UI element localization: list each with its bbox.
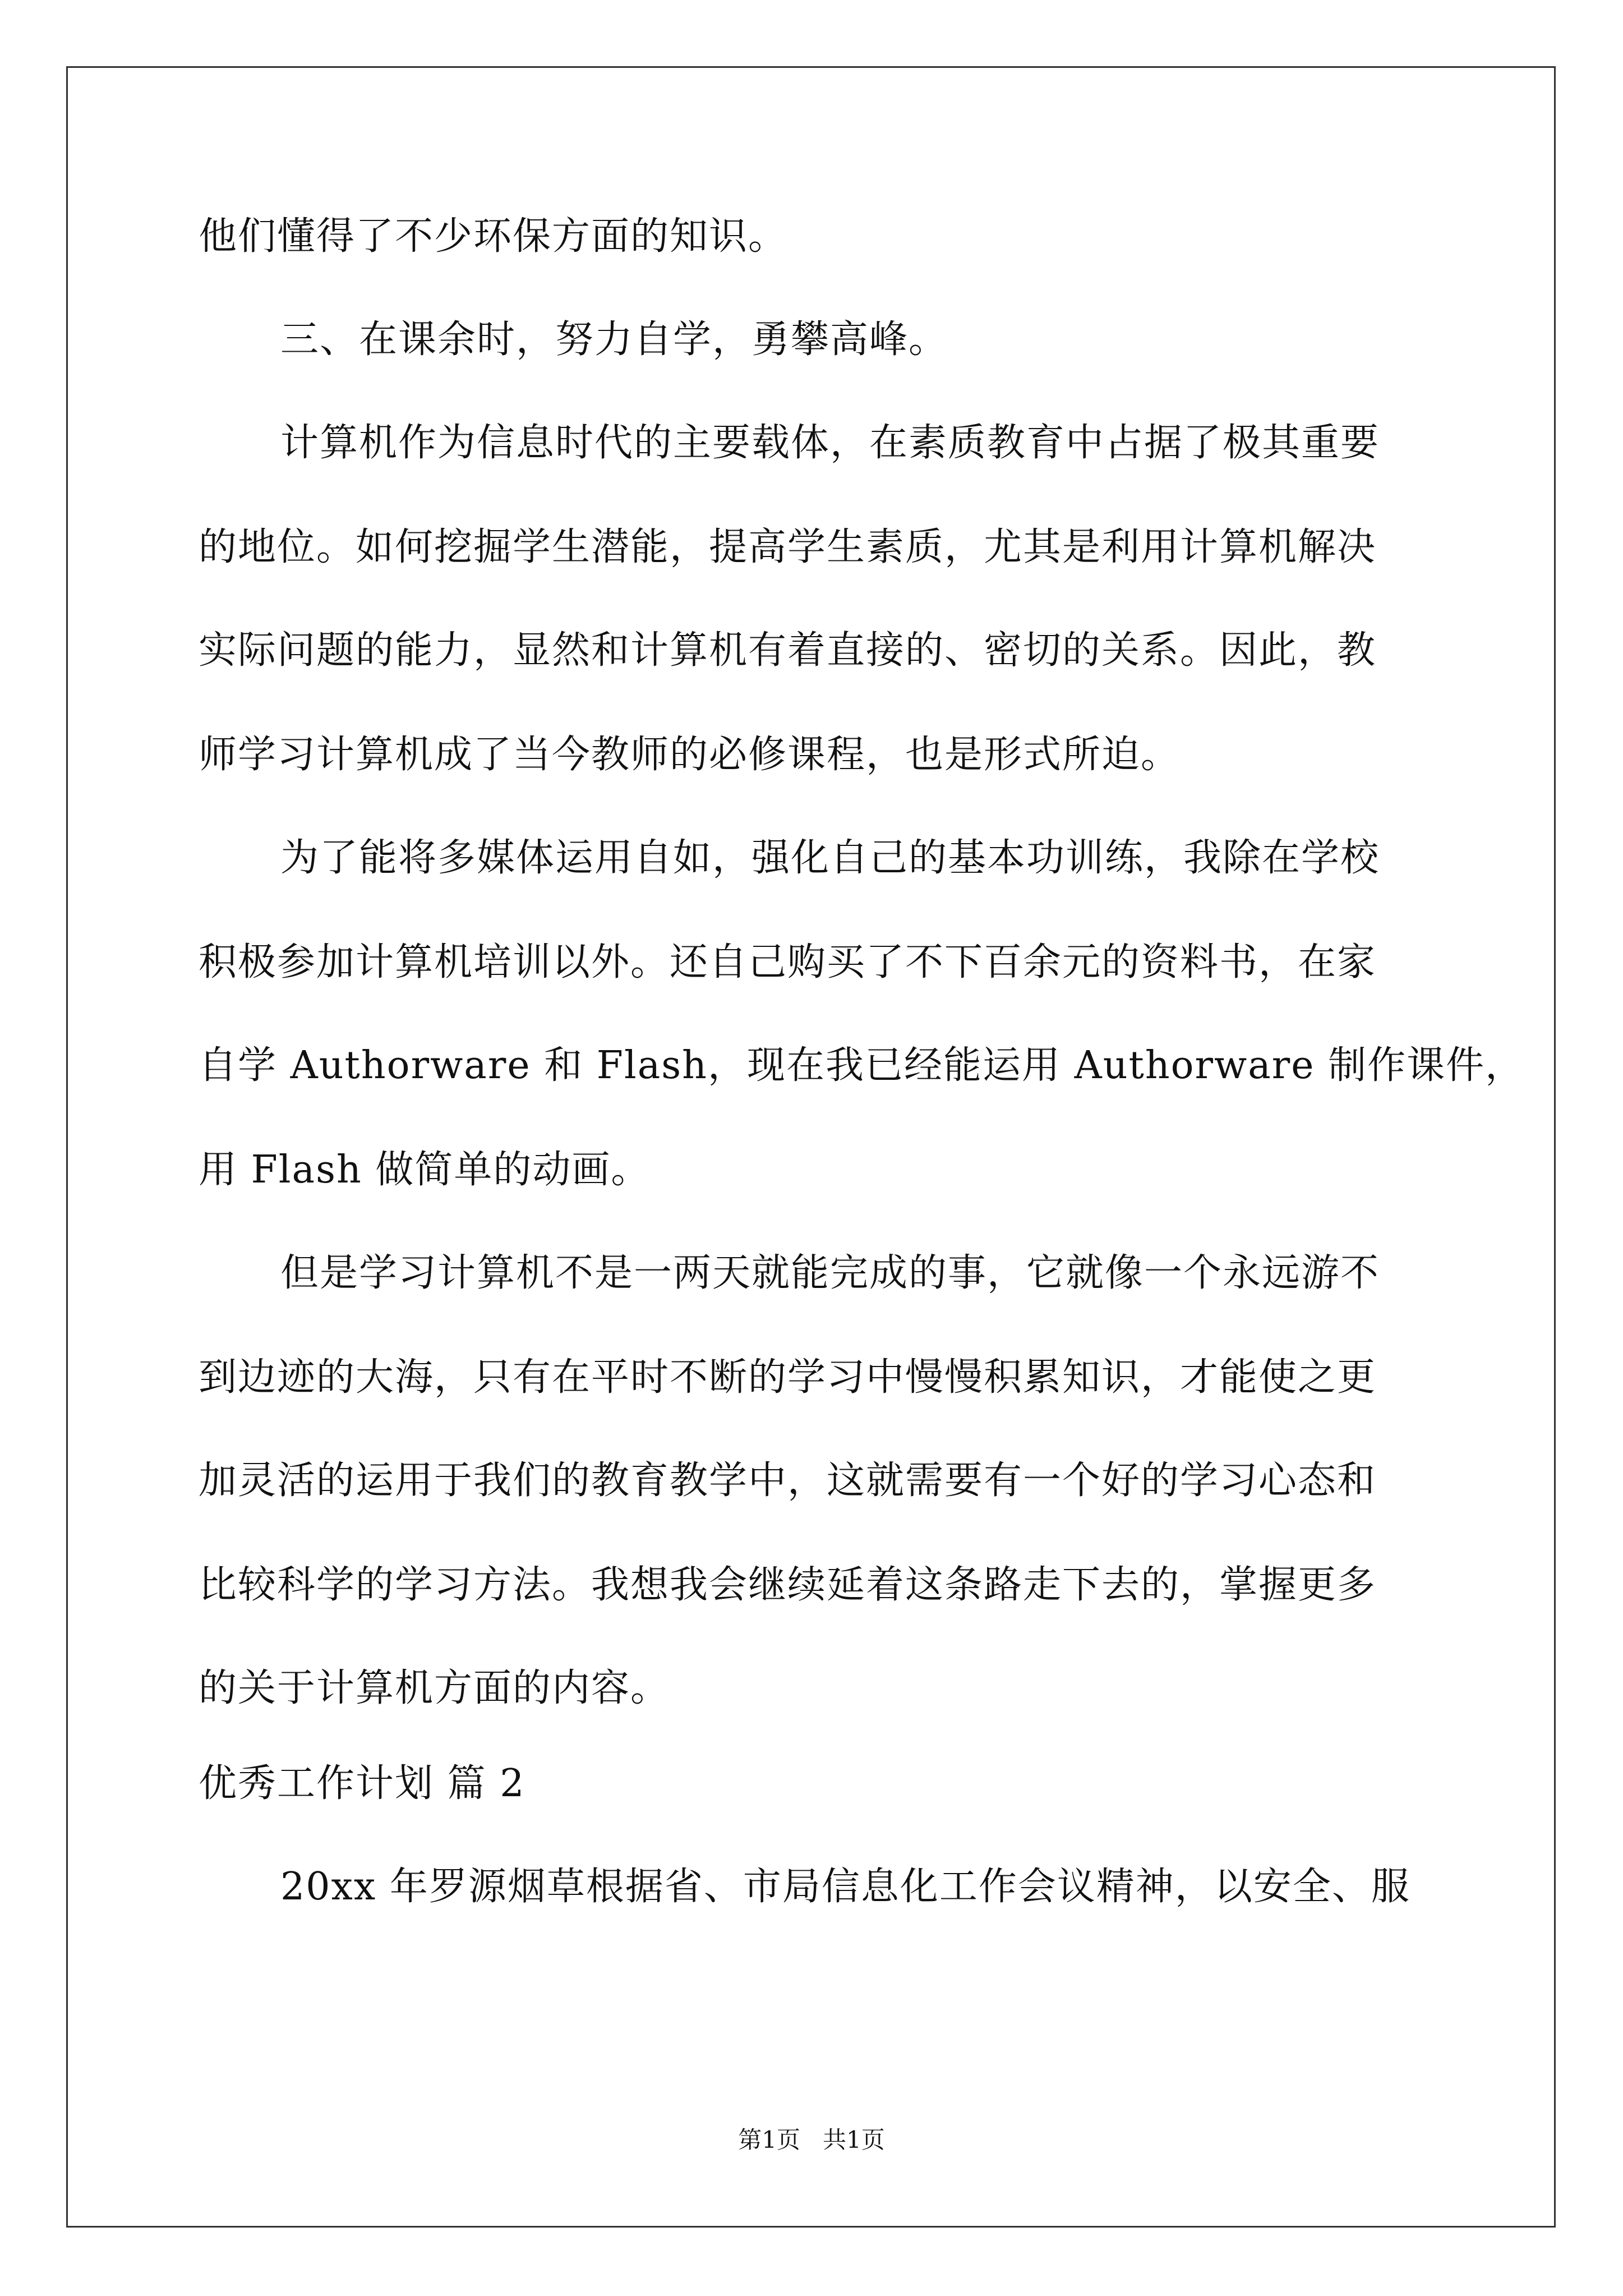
paragraph-line: 实际问题的能力，显然和计算机有着直接的、密切的关系。因此，教 [199,628,1377,673]
paragraph-line: 到边迹的大海，只有在平时不断的学习中慢慢积累知识，才能使之更 [199,1355,1377,1400]
paragraph-line: 师学习计算机成了当今教师的必修课程，也是形式所迫。 [199,733,1181,777]
paragraph-line: 的地位。如何挖掘学生潜能，提高学生素质，尤其是利用计算机解决 [199,525,1377,569]
paragraph-line: 的关于计算机方面的内容。 [199,1666,670,1710]
section-heading: 三、在课余时，努力自学，勇攀高峰。 [280,318,948,362]
section-title: 优秀工作计划 篇 2 [199,1761,525,1806]
paragraph-line: 比较科学的学习方法。我想我会继续延着这条路走下去的，掌握更多 [199,1563,1377,1607]
paragraph-line: 20xx 年罗源烟草根据省、市局信息化工作会议精神，以安全、服 [280,1865,1410,1909]
paragraph-line: 他们懂得了不少环保方面的知识。 [199,214,788,259]
paragraph-line: 用 Flash 做简单的动画。 [199,1148,651,1192]
page-footer: 第1页 共1页 [738,2126,885,2154]
paragraph-line: 自学 Authorware 和 Flash，现在我已经能运用 Authorware 制作课件， [199,1043,1525,1088]
paragraph-line: 加灵活的运用于我们的教育教学中，这就需要有一个好的学习心态和 [199,1458,1377,1503]
paragraph-line: 计算机作为信息时代的主要载体，在素质教育中占据了极其重要 [280,421,1380,465]
paragraph-line: 但是学习计算机不是一两天就能完成的事，它就像一个永远游不 [280,1251,1380,1295]
paragraph-line: 为了能将多媒体运用自如，强化自己的基本功训练，我除在学校 [280,836,1380,880]
paragraph-line: 积极参加计算机培训以外。还自己购买了不下百余元的资料书，在家 [199,940,1377,984]
